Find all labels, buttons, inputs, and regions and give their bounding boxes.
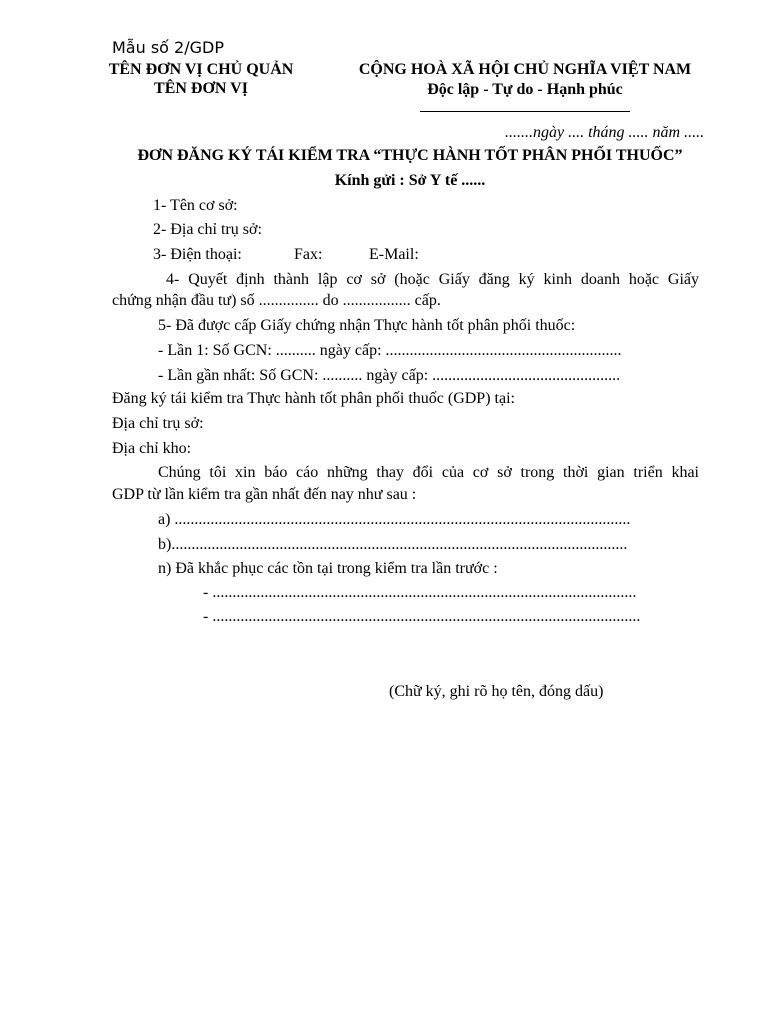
registration-warehouse: Địa chỉ kho:	[112, 440, 192, 457]
report-item-b: b)..................................................................................................................	[158, 536, 628, 553]
item-facility-name: 1- Tên cơ sở:	[153, 197, 238, 214]
certificate-latest: - Lần gần nhất: Số GCN: .......... ngày cấp: ...............................................	[158, 367, 621, 384]
report-intro-line1: Chúng tôi xin báo cáo những thay đổi của cơ sở trong thời gian triển khai	[158, 464, 699, 481]
certificate-first-time: - Lần 1: Số GCN: .......... ngày cấp: ...........................................................	[158, 342, 622, 359]
item-head-office-address: 2- Địa chỉ trụ sở:	[153, 221, 262, 238]
item-decision-line2: chứng nhận đầu tư) số ............... do ................. cấp.	[112, 292, 441, 309]
registration-head-office: Địa chỉ trụ sở:	[112, 415, 204, 432]
motto-underline	[420, 111, 630, 112]
report-item-a: a) ..................................................................................................................	[158, 511, 631, 528]
form-code: Mẫu số 2/GDP	[112, 38, 224, 57]
form-title: ĐƠN ĐĂNG KÝ TÁI KIỂM TRA “THỰC HÀNH TỐT PHÂN PHỐI THUỐC”	[137, 147, 683, 164]
national-motto: Độc lập - Tự do - Hạnh phúc	[427, 81, 623, 98]
item-phone-label: 3- Điện thoại:	[153, 246, 242, 263]
registration-line: Đăng ký tái kiểm tra Thực hành tốt phân phối thuốc (GDP) tại:	[112, 390, 515, 407]
report-dash-line-1: - ..........................................................................................................	[203, 584, 637, 601]
parent-unit-name: TÊN ĐƠN VỊ CHỦ QUẢN	[108, 61, 294, 78]
item-fax-label: Fax:	[294, 246, 323, 263]
unit-name: TÊN ĐƠN VỊ	[154, 80, 248, 97]
report-item-n: n) Đã khắc phục các tồn tại trong kiểm tra lần trước :	[158, 560, 498, 577]
report-intro-line2: GDP từ lần kiểm tra gần nhất đến nay như sau :	[112, 486, 417, 503]
item-email-label: E-Mail:	[369, 246, 419, 263]
item-certificate: 5- Đã được cấp Giấy chứng nhận Thực hành tốt phân phối thuốc:	[158, 317, 576, 334]
date-line: .......ngày .... tháng ..... năm .....	[505, 124, 705, 141]
addressee: Kính gửi : Sở Y tế ......	[334, 172, 486, 189]
report-dash-line-2: - ...........................................................................................................	[203, 608, 641, 625]
country-name: CỘNG HOÀ XÃ HỘI CHỦ NGHĨA VIỆT NAM	[358, 61, 692, 78]
item-decision-line1: 4- Quyết định thành lập cơ sở (hoặc Giấy đăng ký kinh doanh hoặc Giấy	[166, 271, 699, 288]
signature-note: (Chữ ký, ghi rõ họ tên, đóng dấu)	[389, 683, 604, 700]
